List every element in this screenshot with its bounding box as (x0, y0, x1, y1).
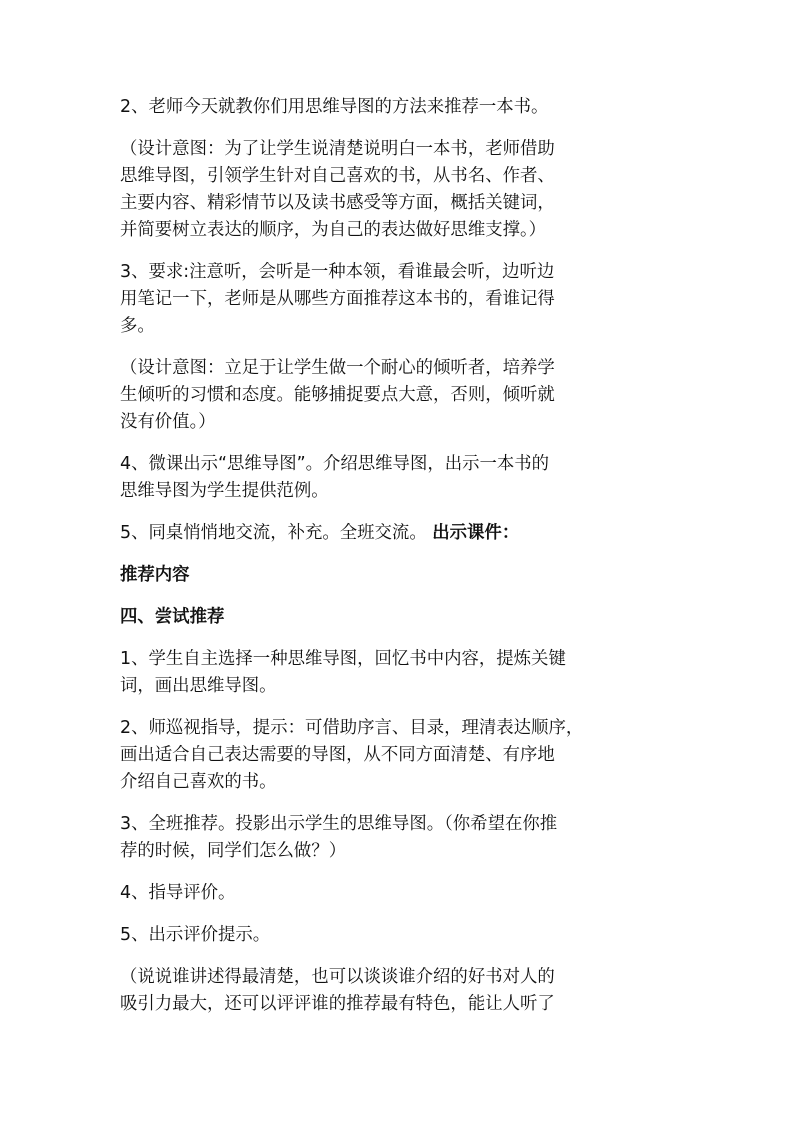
text-line: 吸引力最大，还可以评评谁的推荐最有特色，能让人听了 (120, 994, 555, 1014)
text-line: 画出适合自己表达需要的导图，从不同方面清楚、有序地 (120, 745, 555, 765)
paragraph-step-2 (120, 94, 720, 121)
text-line: （设计意图：为了让学生说清楚说明白一本书，老师借助 (120, 139, 555, 159)
text-line: 用笔记一下，老师是从哪些方面推荐这本书的，看谁记得 (120, 289, 555, 309)
text-line: 4、指导评价。 (120, 883, 236, 903)
text-line: 推荐内容 (120, 565, 190, 585)
text-line: 思维导图为学生提供范例。 (120, 481, 329, 501)
paragraph-step-3 (120, 259, 720, 340)
paragraph-try-step-1 (120, 646, 720, 700)
paragraph-design-intent-2 (120, 355, 720, 436)
text-line: 3、全班推荐。投影出示学生的思维导图。（你希望在你推 (120, 814, 558, 834)
paragraph-step-5 (120, 520, 720, 547)
paragraph-try-step-2 (120, 715, 720, 796)
paragraph-design-intent-1 (120, 136, 720, 244)
text-line: 荐的时候，同学们怎么做？） (120, 841, 347, 861)
show-courseware-label: 出示课件： (432, 523, 520, 543)
paragraph-try-step-3 (120, 811, 720, 865)
text-line: （说说谁讲述得最清楚，也可以谈谈谁介绍的好书对人的 (120, 967, 555, 987)
text-line: 2、师巡视指导，提示：可借助序言、目录，理清表达顺序， (120, 718, 584, 738)
text-line: 没有价值。） (120, 412, 216, 432)
text-line: 4、微课出示“思维导图”。介绍思维导图，出示一本书的 (120, 454, 550, 474)
text-line: 介绍自己喜欢的书。 (120, 772, 277, 792)
text-line (120, 520, 720, 547)
text-line: 5、出示评价提示。 (120, 925, 271, 945)
text-line: 词，画出思维导图。 (120, 676, 277, 696)
paragraph-step-4 (120, 451, 720, 505)
text-line: 并简要树立表达的顺序，为自己的表达做好思维支撑。） (120, 220, 547, 240)
recommend-content-heading (120, 562, 720, 589)
text-line: （设计意图：立足于让学生做一个耐心的倾听者，培养学 (120, 358, 555, 378)
text-line: 多。 (120, 316, 155, 336)
text-line: 3、要求:注意听，会听是一种本领，看谁最会听，边听边 (120, 262, 555, 282)
text-line: 主要内容、精彩情节以及读书感受等方面，概括关键词， (120, 193, 555, 213)
paragraph-evaluation-hint (120, 964, 720, 1018)
text-line: 四、尝试推荐 (120, 607, 225, 627)
text-line: 2、老师今天就教你们用思维导图的方法来推荐一本书。 (120, 97, 549, 117)
document-page (120, 94, 720, 1033)
paragraph-try-step-5 (120, 922, 720, 949)
text-line: 1、学生自主选择一种思维导图，回忆书中内容，提炼关键 (120, 649, 566, 669)
step-5-text: 5、同桌悄悄地交流，补充。全班交流。 (120, 523, 427, 543)
text-line: 生倾听的习惯和态度。能够捕捉要点大意，否则，倾听就 (120, 385, 555, 405)
section-4-heading (120, 604, 720, 631)
paragraph-try-step-4 (120, 880, 720, 907)
text-line: 思维导图，引领学生针对自己喜欢的书，从书名、作者、 (120, 166, 555, 186)
